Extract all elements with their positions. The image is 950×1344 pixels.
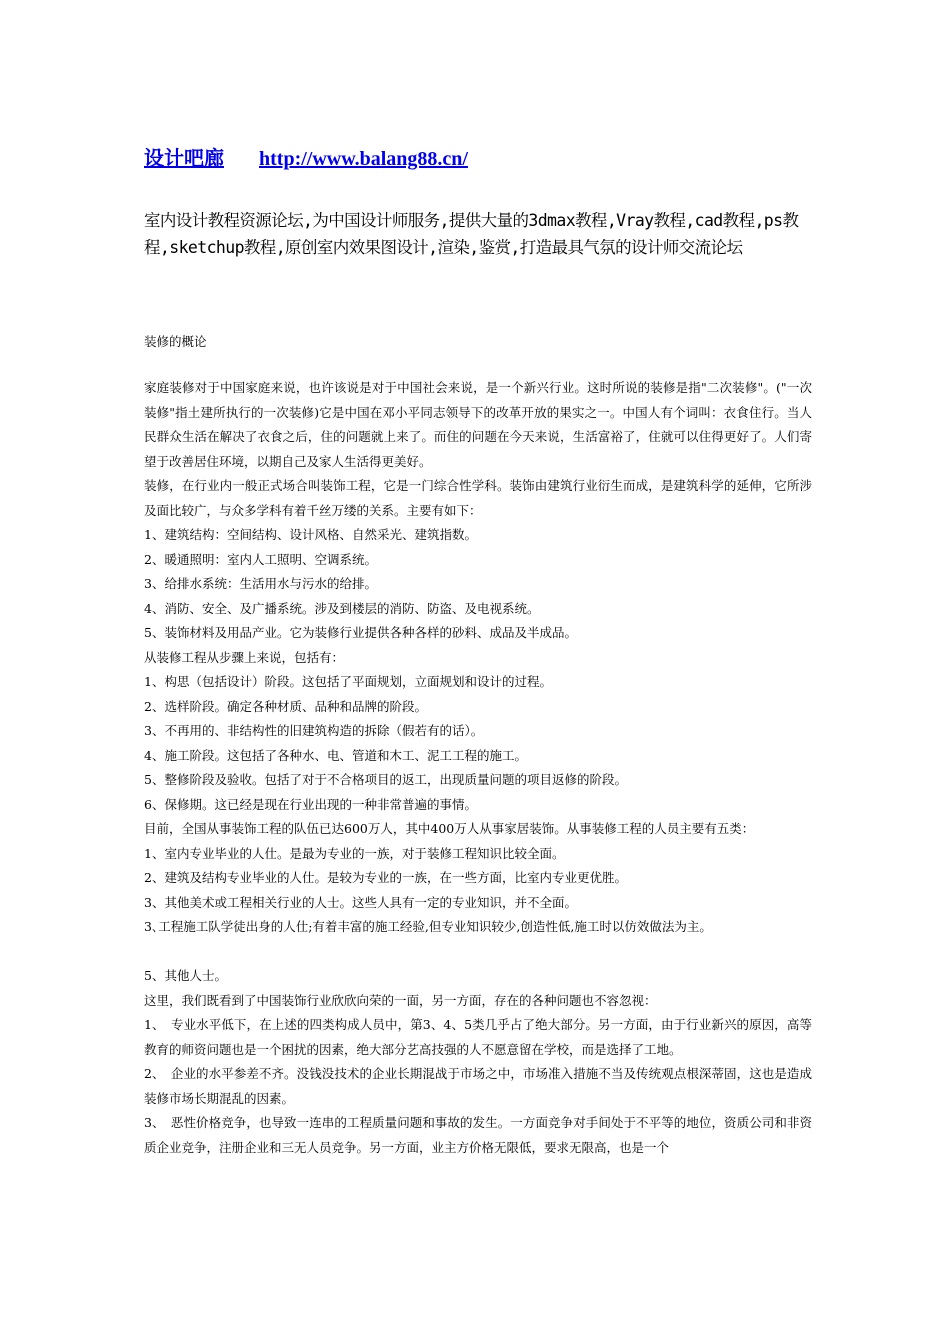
list-item: 3、不再用的、非结构性的旧建筑构造的拆除（假若有的话）。 [144,723,484,738]
site-header [144,146,468,172]
list-item: 4、施工阶段。这包括了各种水、电、管道和木工、泥工工程的施工。 [144,747,527,763]
paragraph: 从装修工程从步骤上来说，包括有： [144,649,345,665]
paragraph: 家庭装修对于中国家庭来说，也许该说是对于中国社会来说，是一个新兴行业。这时所说的装修是指"二次装修"。("一次装修"指土建所执行的一次装修)它是中国在邓小平同志领导下的改革开放的果实之一。中国人有个词叫：衣食住行。当人民群众生活在解决了衣食之后，住的问题就上来了。而住的问题在今天来说，生活富裕了，住就可以住得更好了。人们寄望于改善居住环境，以期自己及家人生活得更美好。 [144,380,812,469]
list-item: 3、 恶性价格竞争，也导致一连串的工程质量问题和事故的发生。一方面竞争对手间处于不平等的地位，资质公司和非资质企业竞争，注册企业和三无人员竞争。另一方面，业主方价格无限低，要求无限高，也是一个 [144,1115,812,1155]
list-item: 1、室内专业毕业的人仕。是最为专业的一族，对于装修工程知识比较全面。 [144,845,565,861]
list-item: 3､工程施工队学徒出身的人仕;有着丰富的施工经验,但专业知识较少,创造性低,施工时以仿效做法为主。 [144,919,712,934]
list-item: 3、给排水系统：生活用水与污水的给排。 [144,576,377,591]
site-intro: 室内设计教程资源论坛,为中国设计师服务,提供大量的3dmax教程,Vray教程,cad教程,ps教程,sketchup教程,原创室内效果图设计,渲染,鉴赏,打造最具气氛的设计师交流论坛 [144,211,799,257]
list-item: 1、建筑结构：空间结构、设计风格、自然采光、建筑指数。 [144,527,477,542]
list-item: 2、建筑及结构专业毕业的人仕。是较为专业的一族，在一些方面，比室内专业更优胜。 [144,870,627,885]
site-url-link[interactable]: http://www.balang88.cn/ [259,148,468,170]
site-name-link[interactable]: 设计吧廊 [144,148,224,170]
list-item: 2、暖通照明：室内人工照明、空调系统。 [144,551,377,567]
list-item: 5、装饰材料及用品产业。它为装修行业提供各种各样的砂料、成品及半成品。 [144,625,577,640]
list-item: 1、构思（包括设计）阶段。这包括了平面规划，立面规划和设计的过程。 [144,674,552,689]
list-item: 2、 企业的水平参差不齐。没钱没技术的企业长期混战于市场之中，市场准入措施不当及传统观点根深蒂固，这也是造成装修市场长期混乱的因素。 [144,1066,812,1106]
paragraph: 这里，我们既看到了中国装饰行业欣欣向荣的一面，另一方面，存在的各种问题也不容忽视： [144,992,657,1008]
article-body [144,376,812,1160]
list-item: 4、消防、安全、及广播系统。涉及到楼层的消防、防盗、及电视系统。 [144,600,540,616]
list-item: 5、其他人士。 [144,968,227,983]
list-item: 1、 专业水平低下，在上述的四类构成人员中，第3、4、5类几乎占了绝大部分。另一方面，由于行业新兴的原因，高等教育的师资问题也是一个困扰的因素，绝大部分艺高技强的人不愿意留在学校，而是选择了工地。 [144,1017,812,1057]
list-item: 5、整修阶段及验收。包括了对于不合格项目的返工，出现质量问题的项目返修的阶段。 [144,772,627,787]
list-item: 2、选样阶段。确定各种材质、品种和品牌的阶段。 [144,698,427,714]
paragraph: 装修，在行业内一般正式场合叫装饰工程，它是一门综合性学科。装饰由建筑行业衍生而成，是建筑科学的延伸，它所涉及面比较广，与众多学科有着千丝万缕的关系。主要有如下： [144,478,812,518]
section-title: 装修的概论 [144,334,207,349]
list-item: 3、其他美术或工程相关行业的人士。这些人具有一定的专业知识，并不全面。 [144,894,577,910]
list-item: 6、保修期。这已经是现在行业出现的一种非常普遍的事情。 [144,796,477,812]
blank-line [144,940,812,965]
paragraph: 目前，全国从事装饰工程的队伍已达600万人，其中400万人从事家居装饰。从事装修工程的人员主要有五类： [144,821,755,836]
